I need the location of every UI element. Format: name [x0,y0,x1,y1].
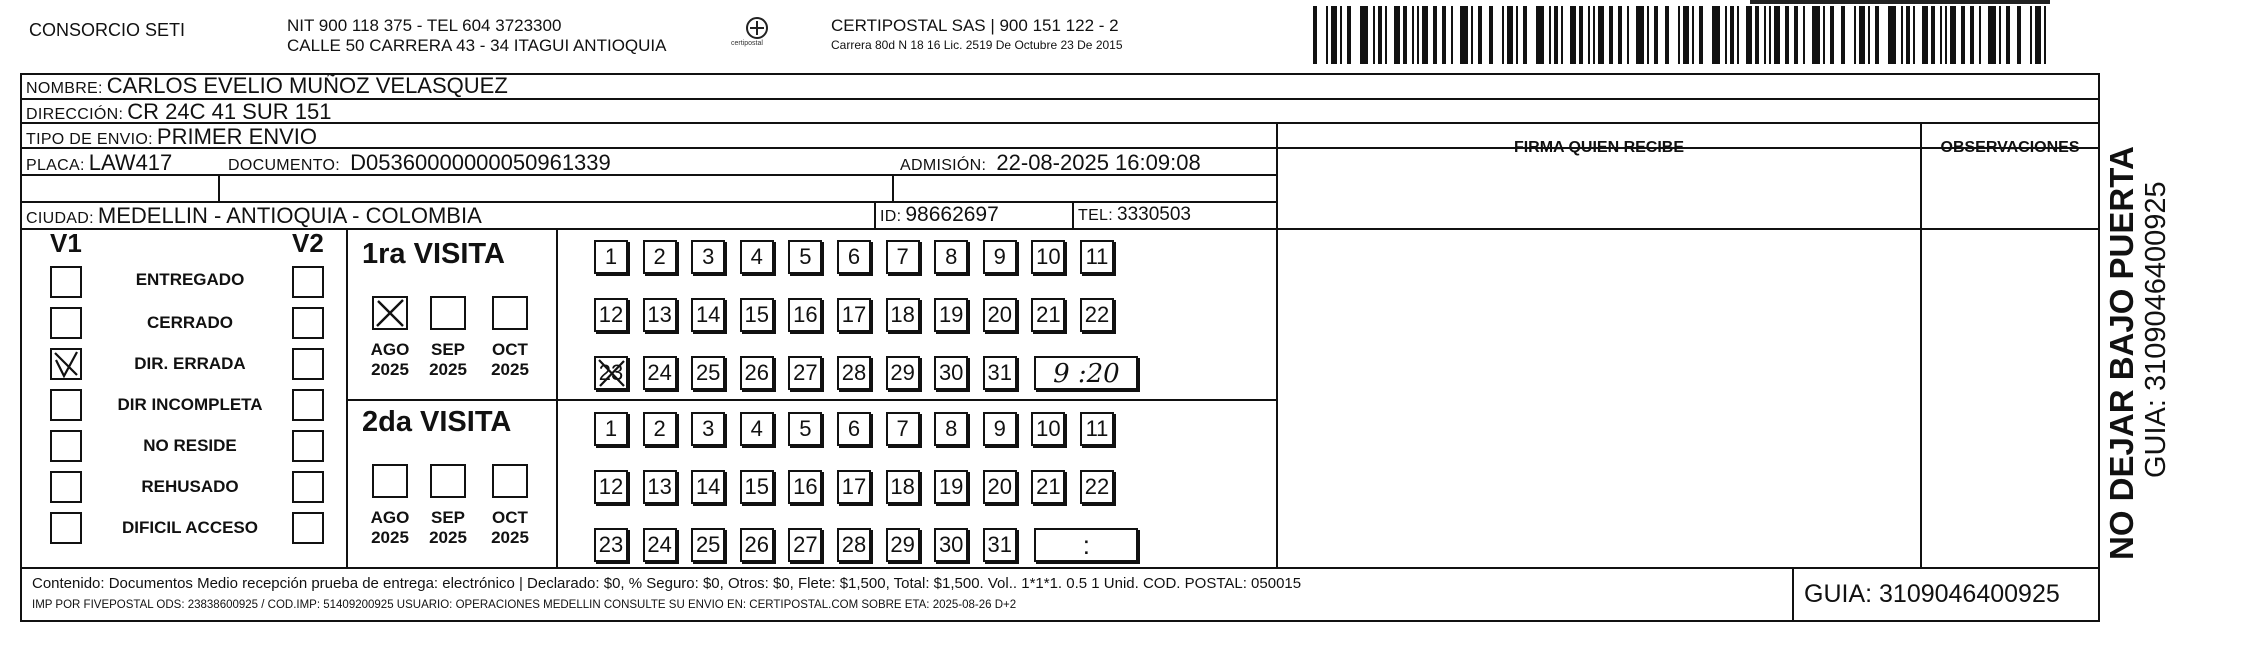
ciudad-row [26,203,482,229]
second-visit-day-19[interactable]: 19 [934,470,968,504]
status-label: DIFICIL ACCESO [121,518,258,537]
month-label: OCT 2025 [491,340,529,379]
barcode-bar [1730,6,1734,64]
second-visit-time-value: : [1082,530,1090,560]
first-visit-day-26[interactable]: 26 [740,356,774,390]
first-visit-day-11[interactable]: 11 [1080,240,1114,274]
documento-label: DOCUMENTO: [228,157,341,174]
barcode-bar [1340,6,1342,64]
barcode-bar [1683,6,1689,64]
barcode-bar [1699,6,1703,64]
barcode-bar [1412,6,1414,64]
side-warning-text: NO DEJAR BAJO PUERTA [2103,146,2140,560]
barcode-bar [1618,6,1622,64]
second-visit-day-31[interactable]: 31 [983,528,1017,562]
barcode-bar [1823,6,1825,64]
divider [20,122,2100,124]
barcode-bar [1403,6,1407,64]
barcode-bar [1433,6,1437,64]
second-visit-day-4[interactable]: 4 [740,412,774,446]
barcode-bar [1875,6,1879,64]
tipo-label: TIPO DE ENVIO: [26,131,153,148]
divider [892,174,894,201]
month-label: SEP 2025 [429,508,467,547]
barcode-bar [1570,6,1576,64]
barcode-bar [1489,6,1493,64]
barcode-bar [1331,6,1337,64]
barcode-bar [1931,6,1935,64]
first-visit-day-7[interactable]: 7 [886,240,920,274]
first-visit-day-30[interactable]: 30 [934,356,968,390]
barcode-bar [1961,6,1965,64]
v2-checkbox-dir-errada[interactable] [292,348,324,380]
certipostal-name: CERTIPOSTAL SAS | 900 151 122 - 2 [831,16,1119,35]
tel-label: TEL: [1078,207,1113,224]
second-visit-day-8[interactable]: 8 [934,412,968,446]
barcode-bar [1647,6,1649,64]
direccion-value: CR 24C 41 SUR 151 [127,99,332,124]
second-visit-day-23[interactable]: 23 [594,528,628,562]
placa-value: LAW417 [88,150,173,175]
barcode-bar [1830,6,1834,64]
direccion-row [26,99,331,125]
second-visit-time-field[interactable] [1034,528,1138,562]
tel-value: 3330503 [1117,204,1191,225]
footer-content-line: Contenido: Documentos Medio recepción prueba de entrega: electrónico | Declarado: $0, % Seguro: $0, Otros: $0, Flete: $1,500, Total: $1,500. Vol.. 1*1*1. 0.5 1 Unid. COD. POSTAL: 050015 [32,575,1302,592]
barcode-bar [1692,6,1694,64]
barcode-bar [1785,6,1789,64]
second-visit-day-15[interactable]: 15 [740,470,774,504]
first-visit-day-2[interactable]: 2 [643,240,677,274]
barcode-bar [2017,6,2021,64]
tipo-row [26,124,317,150]
second-visit-day-24[interactable]: 24 [643,528,677,562]
second-visit-day-2[interactable]: 2 [643,412,677,446]
status-label: CERRADO [147,313,233,332]
first-visit-day-23[interactable] [594,356,628,390]
side-guia-number: GUIA: 3109046400925 [2140,181,2172,478]
first-month-ago-checkbox[interactable] [372,296,408,330]
v2-checkbox-dificil-acceso[interactable] [292,512,324,544]
divider [1792,567,1794,622]
barcode-bar [2044,6,2046,64]
barcode-bar [1888,6,1896,64]
first-visit-day-17[interactable]: 17 [837,298,871,332]
barcode-bar [1988,6,1996,64]
v1-checkbox-dir-incompleta[interactable] [50,389,82,421]
v1-checkbox-dir-errada[interactable] [50,348,82,380]
second-visit-day-13[interactable]: 13 [643,470,677,504]
barcode-bar [1549,6,1551,64]
second-month-ago-checkbox[interactable] [372,464,408,498]
barcode-bar [1854,6,1856,64]
barcode-bar [1373,6,1375,64]
first-month-sep-checkbox[interactable] [430,296,466,330]
barcode-bar [2006,6,2010,64]
barcode-bar [1712,6,1720,64]
barcode-bar [1841,6,1845,64]
divider [1072,201,1074,228]
second-visit-day-7[interactable]: 7 [886,412,920,446]
second-visit-title: 2da VISITA [362,406,512,438]
first-visit-day-16[interactable]: 16 [788,298,822,332]
second-visit-day-9[interactable]: 9 [983,412,1017,446]
id-label: ID: [880,208,902,225]
first-visit-day-8[interactable]: 8 [934,240,968,274]
second-visit-day-1[interactable]: 1 [594,412,628,446]
barcode-bar [1970,6,1974,64]
barcode-bar [1654,6,1658,64]
footer-print-line: IMP POR FIVEPOSTAL ODS: 23838600925 / COD.IMP: 51409200925 USUARIO: OPERACIONES MEDELLIN CONSULTE SU ENVIO EN: CERTIPOSTAL.COM SOBRE ETA: 2025-08-26 D+2 [32,599,1017,611]
divider [556,228,558,567]
second-visit-day-25[interactable]: 25 [691,528,725,562]
certipostal-address: Carrera 80d N 18 16 Lic. 2519 De Octubre 23 De 2015 [831,38,1123,52]
barcode-bar [1769,6,1771,64]
ciudad-value: MEDELLIN - ANTIOQUIA - COLOMBIA [97,203,482,228]
admision-value: 22-08-2025 16:09:08 [996,150,1201,175]
barcode-bar [1812,6,1820,64]
barcode-bar [1636,6,1644,64]
first-visit-day-10[interactable]: 10 [1031,240,1065,274]
first-visit-day-1[interactable]: 1 [594,240,628,274]
second-month-sep-checkbox[interactable] [430,464,466,498]
second-visit-day-20[interactable]: 20 [983,470,1017,504]
second-visit-day-18[interactable]: 18 [886,470,920,504]
status-label: DIR INCOMPLETA [117,395,263,414]
second-visit-day-22[interactable]: 22 [1080,470,1114,504]
barcode-bar [1598,6,1604,64]
first-visit-day-28[interactable]: 28 [837,356,871,390]
barcode-bar [1737,6,1739,64]
v2-checkbox-rehusado[interactable] [292,471,324,503]
barcode-bar [1360,6,1368,64]
admision-cell [900,150,1201,176]
documento-cell [228,150,611,176]
company-nit-block [287,16,666,56]
month-label: OCT 2025 [491,508,529,547]
barcode-bar [1979,6,1981,64]
second-visit-day-26[interactable]: 26 [740,528,774,562]
barcode-bar [1471,6,1473,64]
barcode-bar [1502,6,1504,64]
first-visit-time-value: 9 :20 [1053,359,1120,389]
v2-checkbox-cerrado[interactable] [292,307,324,339]
status-label: DIR. ERRADA [134,354,246,373]
barcode-bar [1326,6,1328,64]
nit-line: NIT 900 118 375 - TEL 604 3723300 [287,16,562,35]
first-month-oct-checkbox[interactable] [492,296,528,330]
first-visit-day-22[interactable]: 22 [1080,298,1114,332]
divider [1920,122,1922,569]
firma-header: FIRMA QUIEN RECIBE [1513,139,1685,156]
top-edge-line [1750,0,2050,4]
v1-checkbox-entregado[interactable] [50,266,82,298]
barcode-bar [1593,6,1595,64]
observaciones-header: OBSERVACIONES [1940,139,2080,156]
barcode-bar [1579,6,1583,64]
tipo-value: PRIMER ENVIO [156,124,318,149]
barcode-bar [1588,6,1590,64]
second-visit-day-5[interactable]: 5 [788,412,822,446]
status-label: NO RESIDE [143,436,237,455]
tel-cell [1078,204,1191,226]
barcode-bar [1627,6,1629,64]
barcode-bar [1507,6,1513,64]
divider [20,567,2100,569]
divider [348,399,1278,401]
footer-guia-number: GUIA: 3109046400925 [1804,580,2060,608]
barcode-bar [1609,6,1613,64]
v1-checkbox-dificil-acceso[interactable] [50,512,82,544]
divider [218,174,220,201]
first-visit-day-12[interactable]: 12 [594,298,628,332]
barcode-bar [1378,6,1382,64]
barcode-bar [2035,6,2041,64]
company-name: CONSORCIO SETI [29,20,186,40]
placa-label: PLACA: [26,157,85,174]
second-visit-day-6[interactable]: 6 [837,412,871,446]
barcode-bar [1460,6,1468,64]
first-visit-day-6[interactable]: 6 [837,240,871,274]
second-visit-day-29[interactable]: 29 [886,528,920,562]
second-visit-day-17[interactable]: 17 [837,470,871,504]
second-visit-day-28[interactable]: 28 [837,528,871,562]
first-visit-title: 1ra VISITA [362,238,505,270]
ciudad-label: CIUDAD: [26,210,94,227]
barcode-bar [1922,6,1928,64]
first-visit-time-field[interactable] [1034,356,1138,390]
barcode-bar [1764,6,1766,64]
second-visit-day-14[interactable]: 14 [691,470,725,504]
barcode-bar [1945,6,1947,64]
first-visit-day-29[interactable]: 29 [886,356,920,390]
barcode-bar [1999,6,2001,64]
v1-checkbox-rehusado[interactable] [50,471,82,503]
v2-checkbox-dir-incompleta[interactable] [292,389,324,421]
barcode-bar [1478,6,1482,64]
barcode-bar [1561,6,1563,64]
second-visit-day-21[interactable]: 21 [1031,470,1065,504]
barcode-bar [1950,6,1956,64]
nombre-row [26,73,508,99]
second-visit-day-3[interactable]: 3 [691,412,725,446]
v2-checkbox-entregado[interactable] [292,266,324,298]
divider [2098,122,2100,567]
barcode-bar [1859,6,1865,64]
second-visit-day-27[interactable]: 27 [788,528,822,562]
barcode-bar [1516,6,1518,64]
first-visit-day-19[interactable]: 19 [934,298,968,332]
month-label: AGO 2025 [370,508,410,547]
status-label: REHUSADO [141,477,239,496]
check-mark-icon [52,350,80,378]
second-visit-day-30[interactable]: 30 [934,528,968,562]
barcode-bar [1536,6,1544,64]
barcode-bar [1665,6,1669,64]
v1-checkbox-no-reside[interactable] [50,430,82,462]
month-label: SEP 2025 [429,340,467,379]
barcode-bar [1746,6,1752,64]
day-number: 23 [598,360,624,385]
month-label: AGO 2025 [370,340,410,379]
divider [874,201,876,228]
v2-header: V2 [292,228,324,258]
barcode-bar [1774,6,1780,64]
barcode-bar [1868,6,1870,64]
barcode-bar [1678,6,1680,64]
v1-header: V1 [50,228,82,258]
barcode-bar [1347,6,1351,64]
first-visit-day-20[interactable]: 20 [983,298,1017,332]
barcode-bar [1313,6,1317,64]
first-visit-day-31[interactable]: 31 [983,356,1017,390]
second-month-oct-checkbox[interactable] [492,464,528,498]
first-visit-day-18[interactable]: 18 [886,298,920,332]
status-label: ENTREGADO [135,270,245,289]
x-mark-icon [596,358,626,388]
divider [1276,122,1278,569]
barcode-bar [1394,6,1400,64]
divider [346,228,348,567]
nombre-label: NOMBRE: [26,80,103,97]
first-visit-day-9[interactable]: 9 [983,240,1017,274]
placa-cell [26,150,172,176]
logo-caption: certipostal [731,40,763,47]
barcode-bar [1442,6,1446,64]
first-visit-day-14[interactable]: 14 [691,298,725,332]
id-cell [880,203,999,227]
second-visit-day-12[interactable]: 12 [594,470,628,504]
first-visit-day-3[interactable]: 3 [691,240,725,274]
first-visit-day-21[interactable]: 21 [1031,298,1065,332]
v2-checkbox-no-reside[interactable] [292,430,324,462]
first-visit-day-15[interactable]: 15 [740,298,774,332]
barcode-bar [1385,6,1387,64]
first-visit-day-4[interactable]: 4 [740,240,774,274]
id-value: 98662697 [905,203,999,226]
barcode-bar [1417,6,1419,64]
first-visit-day-25[interactable]: 25 [691,356,725,390]
barcode [1311,6,2055,64]
barcode-bar [1803,6,1805,64]
first-visit-day-27[interactable]: 27 [788,356,822,390]
direccion-label: DIRECCIÓN: [26,106,124,123]
first-visit-day-24[interactable]: 24 [643,356,677,390]
x-mark-icon [374,298,406,328]
admision-label: ADMISIÓN: [900,157,987,174]
barcode-bar [1451,6,1453,64]
barcode-bar [1940,6,1942,64]
barcode-bar [1901,6,1903,64]
second-visit-day-10[interactable]: 10 [1031,412,1065,446]
second-visit-day-16[interactable]: 16 [788,470,822,504]
barcode-bar [1913,6,1915,64]
v1-checkbox-cerrado[interactable] [50,307,82,339]
documento-value: D05360000000050961339 [350,150,611,175]
barcode-bar [1794,6,1798,64]
second-visit-day-11[interactable]: 11 [1080,412,1114,446]
address-line: CALLE 50 CARRERA 43 - 34 ITAGUI ANTIOQUIA [287,36,667,55]
barcode-bar [1906,6,1910,64]
nombre-value: CARLOS EVELIO MUÑOZ VELASQUEZ [106,73,508,98]
barcode-bar [1755,6,1759,64]
barcode-bar [2030,6,2032,64]
barcode-bar [1725,6,1727,64]
barcode-bar [1523,6,1527,64]
first-visit-day-13[interactable]: 13 [643,298,677,332]
barcode-bar [1554,6,1558,64]
barcode-bar [1422,6,1428,64]
first-visit-day-5[interactable]: 5 [788,240,822,274]
